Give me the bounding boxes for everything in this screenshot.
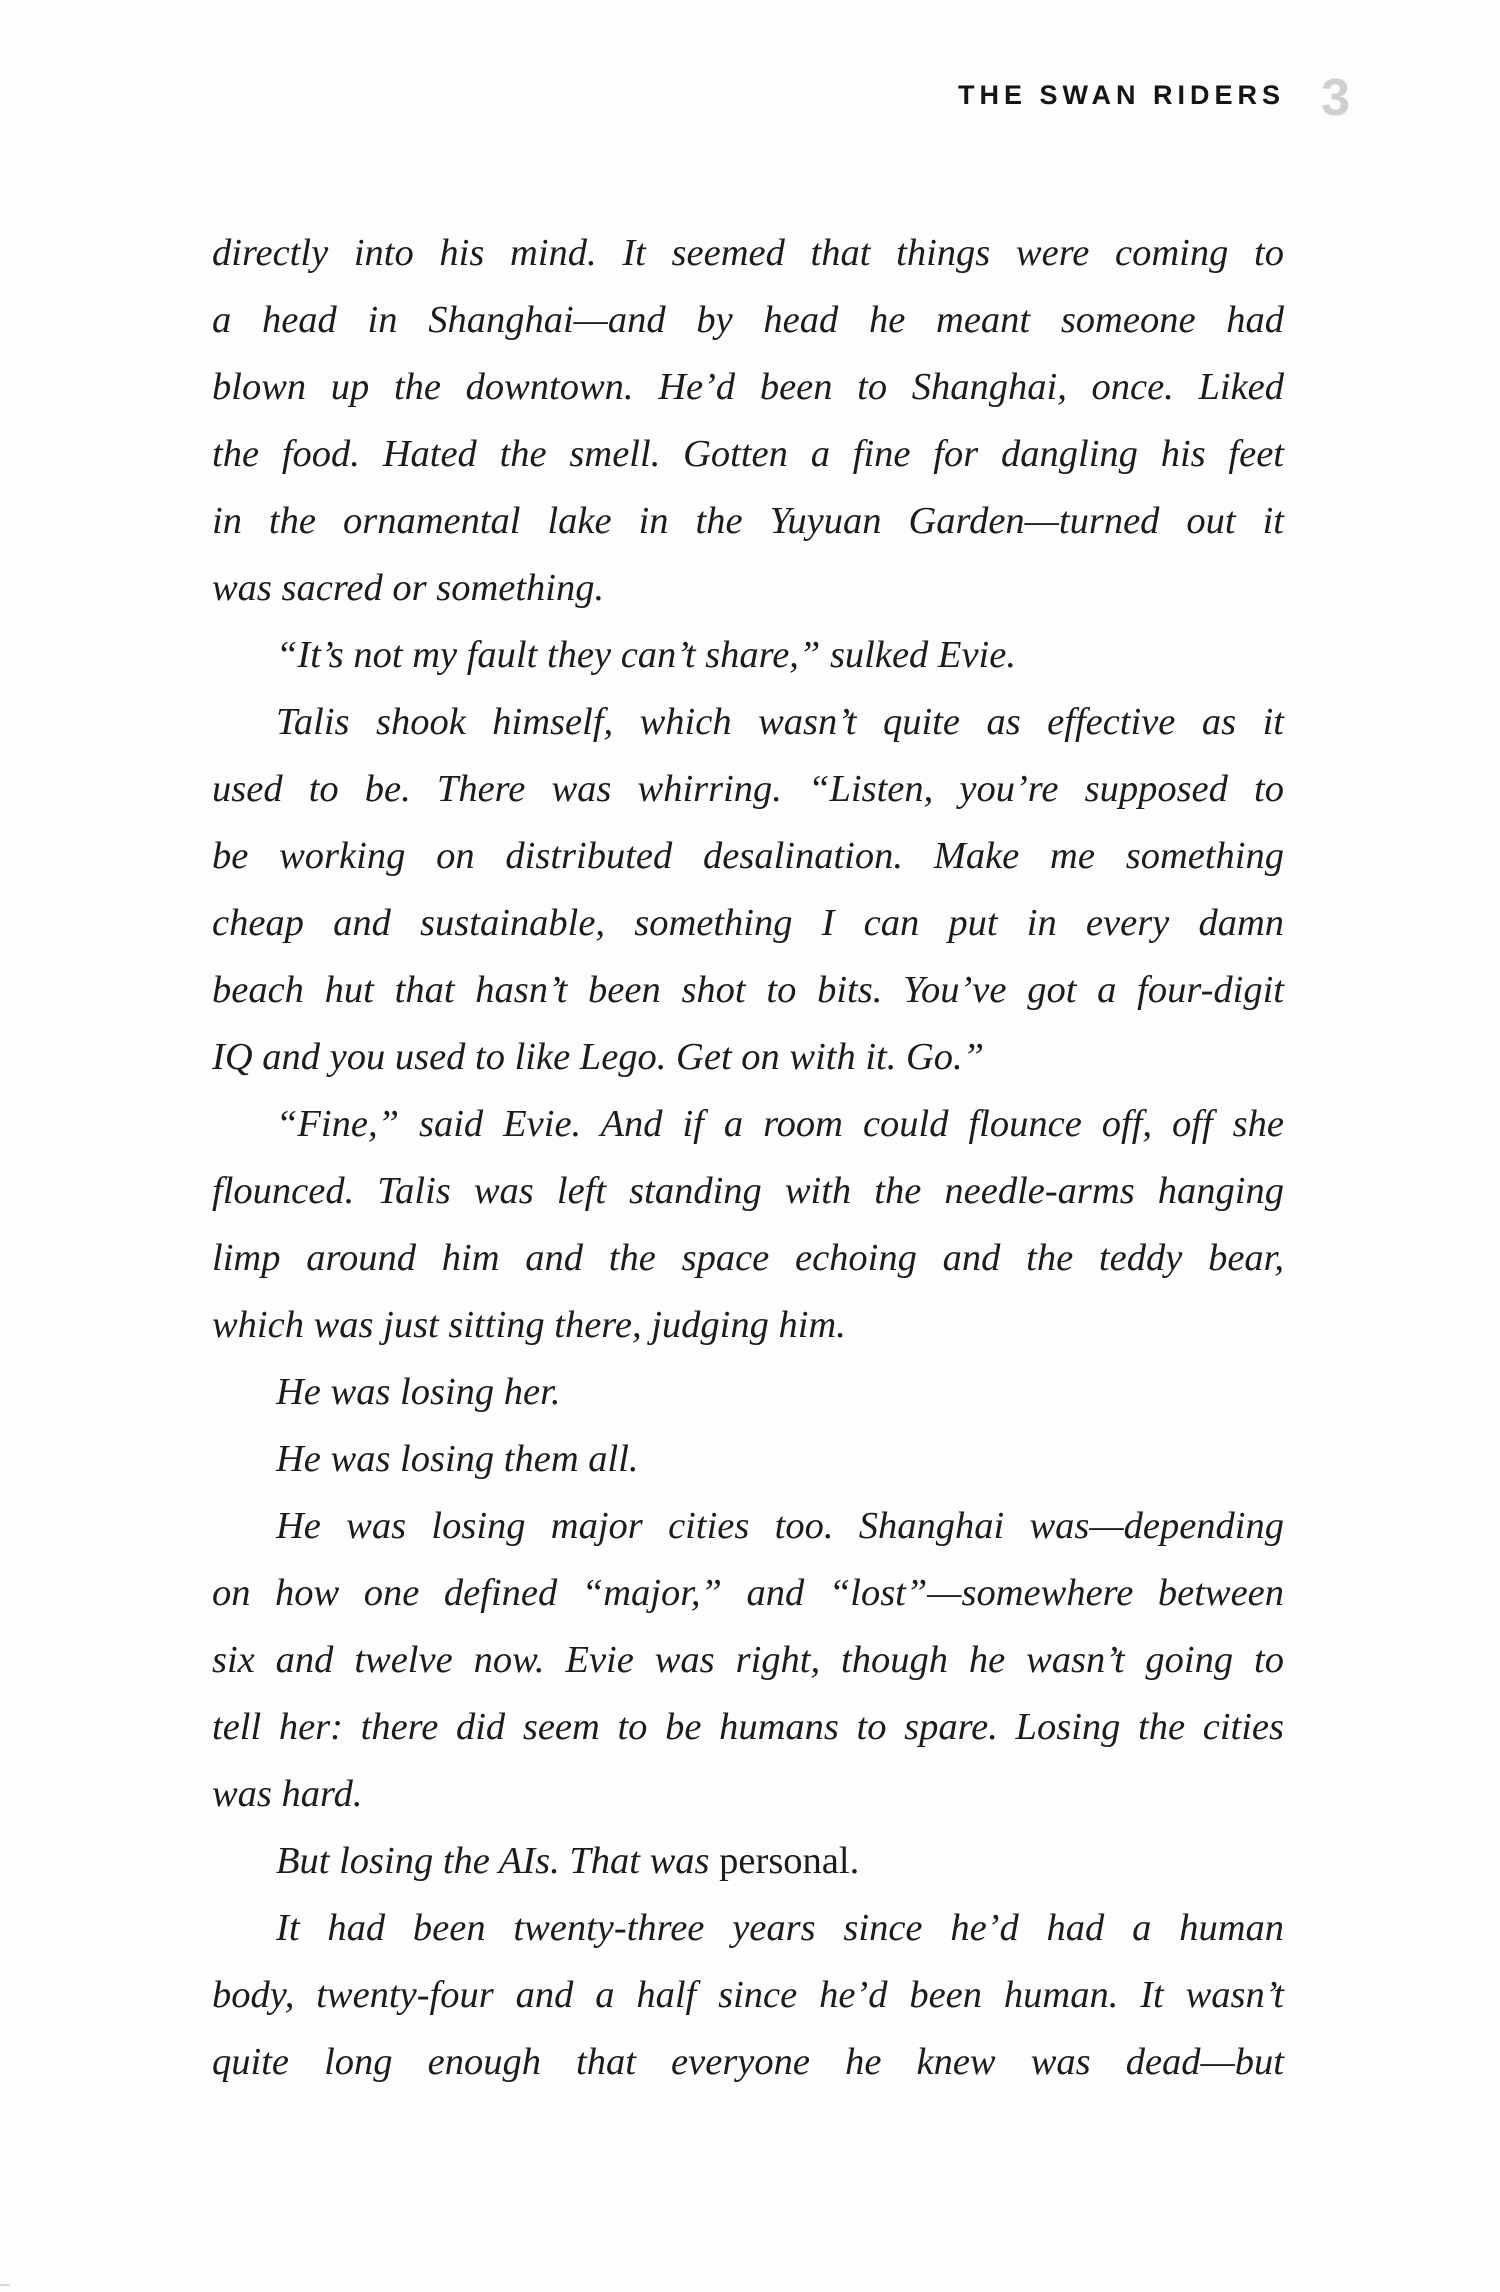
text-line-content: be working on distributed desalination. Make me something bbox=[212, 835, 1284, 877]
text-line bbox=[212, 421, 1284, 488]
text-line bbox=[212, 1024, 1284, 1091]
text-line-content: on how one defined “major,” and “lost”—somewhere between bbox=[212, 1572, 1284, 1614]
text-line-content: IQ and you used to like Lego. Get on with it. Go.” bbox=[212, 1036, 985, 1078]
text-line-content: “It’s not my fault they can’t share,” sulked Evie. bbox=[276, 634, 1016, 676]
text-line-content: directly into his mind. It seemed that things were coming to bbox=[212, 232, 1284, 274]
text-line-content: cheap and sustainable, something I can put in every damn bbox=[212, 902, 1284, 944]
text-line bbox=[212, 2029, 1284, 2096]
text-line-content: a head in Shanghai—and by head he meant someone had bbox=[212, 299, 1284, 341]
text-line bbox=[212, 1292, 1284, 1359]
text-line bbox=[212, 1828, 1284, 1895]
text-line bbox=[212, 823, 1284, 890]
text-line-content: flounced. Talis was left standing with the needle-arms hanging bbox=[212, 1170, 1284, 1212]
text-line bbox=[212, 622, 1284, 689]
text-line bbox=[212, 756, 1284, 823]
text-line-content: limp around him and the space echoing and the teddy bear, bbox=[212, 1237, 1284, 1279]
text-line bbox=[212, 689, 1284, 756]
text-line bbox=[212, 957, 1284, 1024]
text-line bbox=[212, 1627, 1284, 1694]
text-line bbox=[212, 354, 1284, 421]
text-line-content: quite long enough that everyone he knew was dead—but bbox=[212, 2041, 1284, 2083]
text-line-content: was hard. bbox=[212, 1773, 363, 1815]
text-line bbox=[212, 1091, 1284, 1158]
text-line bbox=[212, 1158, 1284, 1225]
text-line-content: in the ornamental lake in the Yuyuan Garden—turned out it bbox=[212, 500, 1284, 542]
text-line-content: was sacred or something. bbox=[212, 567, 605, 609]
text-line bbox=[212, 555, 1284, 622]
text-line-content: He was losing major cities too. Shanghai was—depending bbox=[276, 1505, 1284, 1547]
text-line-content: tell her: there did seem to be humans to spare. Losing the cities bbox=[212, 1706, 1284, 1748]
text-line bbox=[212, 890, 1284, 957]
text-line bbox=[212, 1493, 1284, 1560]
text-line bbox=[212, 1426, 1284, 1493]
text-line bbox=[212, 488, 1284, 555]
text-line-content: Talis shook himself, which wasn’t quite as effective as it bbox=[276, 701, 1284, 743]
text-line-content: the food. Hated the smell. Gotten a fine for dangling his feet bbox=[212, 433, 1284, 475]
text-line bbox=[212, 1225, 1284, 1292]
text-line bbox=[212, 1359, 1284, 1426]
text-line-content: beach hut that hasn’t been shot to bits. You’ve got a four-digit bbox=[212, 969, 1284, 1011]
text-line-content: six and twelve now. Evie was right, though he wasn’t going to bbox=[212, 1639, 1284, 1681]
text-line-content: He was losing them all. bbox=[276, 1438, 639, 1480]
text-line-content: “Fine,” said Evie. And if a room could flounce off, off she bbox=[276, 1103, 1284, 1145]
text-line bbox=[212, 1895, 1284, 1962]
text-line bbox=[212, 1962, 1284, 2029]
emphasized-word: personal. bbox=[719, 1840, 860, 1882]
text-line bbox=[212, 287, 1284, 354]
text-line-content: But losing the AIs. That was bbox=[276, 1840, 720, 1882]
page-number: 3 bbox=[1321, 69, 1350, 127]
body-text bbox=[212, 220, 1284, 2096]
text-line-content: blown up the downtown. He’d been to Shanghai, once. Liked bbox=[212, 366, 1284, 408]
page-edge-mark bbox=[0, 2284, 10, 2286]
text-line-content: used to be. There was whirring. “Listen, you’re supposed to bbox=[212, 768, 1284, 810]
text-line bbox=[212, 1694, 1284, 1761]
text-line-content: He was losing her. bbox=[276, 1371, 561, 1413]
text-line bbox=[212, 220, 1284, 287]
text-line-content: which was just sitting there, judging him. bbox=[212, 1304, 846, 1346]
text-line-content: body, twenty-four and a half since he’d been human. It wasn’t bbox=[212, 1974, 1284, 2016]
text-line bbox=[212, 1761, 1284, 1828]
text-line bbox=[212, 1560, 1284, 1627]
text-line-content: It had been twenty-three years since he’d had a human bbox=[276, 1907, 1284, 1949]
running-head-title: THE SWAN RIDERS bbox=[957, 80, 1285, 110]
